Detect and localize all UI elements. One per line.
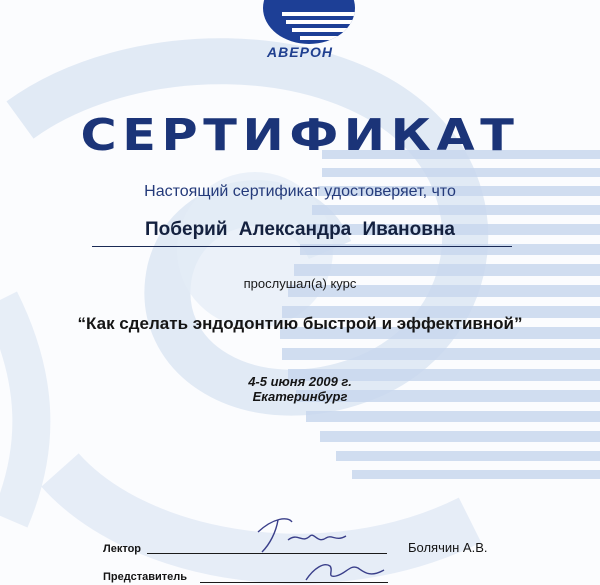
representative-label: Представитель xyxy=(103,571,187,583)
lecturer-signature-mark xyxy=(248,510,358,558)
name-underline xyxy=(92,246,512,247)
brand-name: АВЕРОН xyxy=(267,44,333,60)
lecturer-name: Болячин А.В. xyxy=(408,540,488,555)
averon-logo-icon xyxy=(262,0,356,46)
certificate-intro: Настоящий сертификат удостоверяет, что xyxy=(144,183,456,200)
event-city: Екатеринбург xyxy=(252,389,348,404)
certificate-title: СЕРТИФИКАТ xyxy=(80,110,520,161)
event-date: 4-5 июня 2009 г. xyxy=(248,374,352,389)
representative-signature-mark xyxy=(300,556,390,585)
lecturer-label: Лектор xyxy=(103,543,142,555)
course-label: прослушал(а) курс xyxy=(243,276,357,291)
recipient-name: Поберий Александра Ивановна xyxy=(145,219,455,240)
course-title: “Как сделать эндодонтию быстрой и эффективной” xyxy=(77,314,523,333)
